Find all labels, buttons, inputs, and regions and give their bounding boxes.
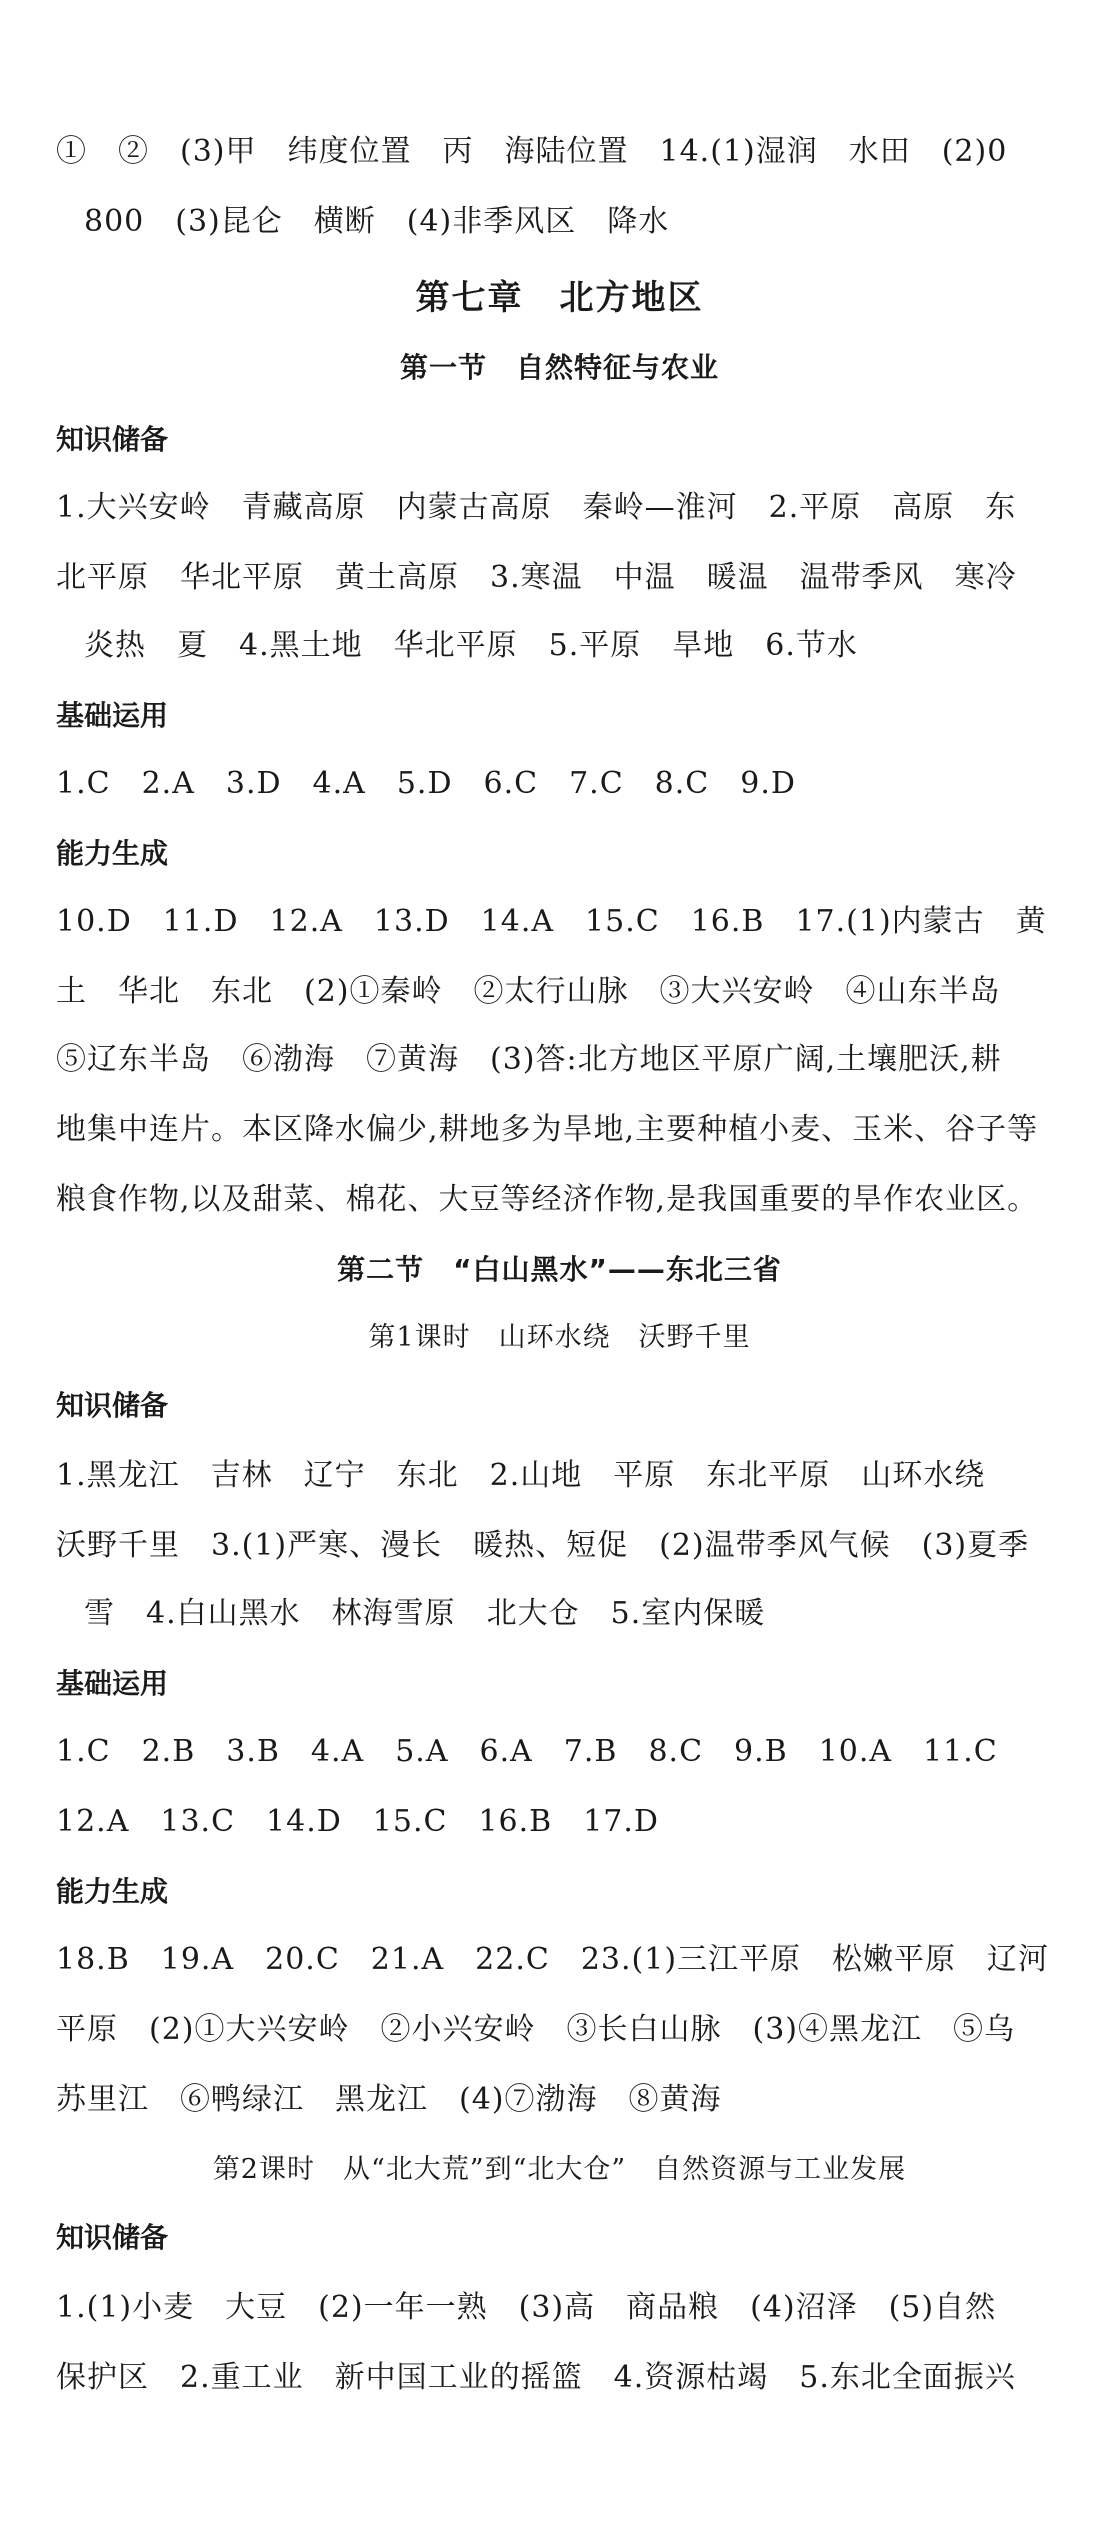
answer-line: 平原 (2)①大兴安岭 ②小兴安岭 ③长白山脉 (3)④黑龙江 ⑤乌 <box>56 2012 1015 2047</box>
answer-line: 1.(1)小麦 大豆 (2)一年一熟 (3)高 商品粮 (4)沼泽 (5)自然 <box>56 2290 997 2325</box>
lesson-title: 第1课时 山环水绕 沃野千里 <box>368 1322 751 1353</box>
section-title: 第二节 “白山黑水”——东北三省 <box>337 1253 782 1286</box>
answer-line: 粮食作物,以及甜菜、棉花、大豆等经济作物,是我国重要的旱作农业区。 <box>56 1182 1039 1217</box>
answer-line: 苏里江 ⑥鸭绿江 黑龙江 (4)⑦渤海 ⑧黄海 <box>56 2082 722 2117</box>
lesson-title: 第2课时 从“北大荒”到“北大仓” 自然资源与工业发展 <box>212 2154 907 2185</box>
answer-line: ⑤辽东半岛 ⑥渤海 ⑦黄海 (3)答:北方地区平原广阔,土壤肥沃,耕 <box>56 1042 1002 1077</box>
subheading-knowledge: 知识储备 <box>56 1389 169 1422</box>
section-title: 第一节 自然特征与农业 <box>399 351 719 384</box>
answer-line: 12.A 13.C 14.D 15.C 16.B 17.D <box>56 1804 659 1839</box>
chapter-title: 第七章 北方地区 <box>415 278 704 318</box>
answer-line: 土 华北 东北 (2)①秦岭 ②太行山脉 ③大兴安岭 ④山东半岛 <box>56 974 1001 1009</box>
answer-line: ① ② (3)甲 纬度位置 丙 海陆位置 14.(1)湿润 水田 (2)0 <box>56 134 1008 169</box>
answer-line: 北平原 华北平原 黄土高原 3.寒温 中温 暖温 温带季风 寒冷 <box>56 560 1017 595</box>
answer-line: 1.大兴安岭 青藏高原 内蒙古高原 秦岭—淮河 2.平原 高原 东 <box>56 490 1017 525</box>
answer-line: 沃野千里 3.(1)严寒、漫长 暖热、短促 (2)温带季风气候 (3)夏季 <box>56 1528 1030 1563</box>
subheading-ability: 能力生成 <box>56 837 169 870</box>
answer-line: 10.D 11.D 12.A 13.D 14.A 15.C 16.B 17.(1)内蒙古 黄 <box>56 904 1047 939</box>
answer-line: 1.黑龙江 吉林 辽宁 东北 2.山地 平原 东北平原 山环水绕 <box>56 1458 986 1493</box>
answer-line: 炎热 夏 4.黑土地 华北平原 5.平原 旱地 6.节水 <box>84 628 858 663</box>
subheading-knowledge: 知识储备 <box>56 2221 169 2254</box>
answer-line: 18.B 19.A 20.C 21.A 22.C 23.(1)三江平原 松嫩平原 辽河 <box>56 1942 1050 1977</box>
answer-line: 1.C 2.A 3.D 4.A 5.D 6.C 7.C 8.C 9.D <box>56 766 796 801</box>
answer-line: 1.C 2.B 3.B 4.A 5.A 6.A 7.B 8.C 9.B 10.A 11.C <box>56 1734 998 1769</box>
answer-line: 雪 4.白山黑水 林海雪原 北大仓 5.室内保暖 <box>84 1596 766 1631</box>
answer-line: 保护区 2.重工业 新中国工业的摇篮 4.资源枯竭 5.东北全面振兴 <box>56 2360 1016 2395</box>
subheading-knowledge: 知识储备 <box>56 423 169 456</box>
answer-line: 地集中连片。本区降水偏少,耕地多为旱地,主要种植小麦、玉米、谷子等 <box>56 1112 1039 1147</box>
subheading-basic: 基础运用 <box>56 699 169 732</box>
subheading-ability: 能力生成 <box>56 1875 169 1908</box>
answer-line: 800 (3)昆仑 横断 (4)非季风区 降水 <box>84 204 670 239</box>
subheading-basic: 基础运用 <box>56 1667 169 1700</box>
